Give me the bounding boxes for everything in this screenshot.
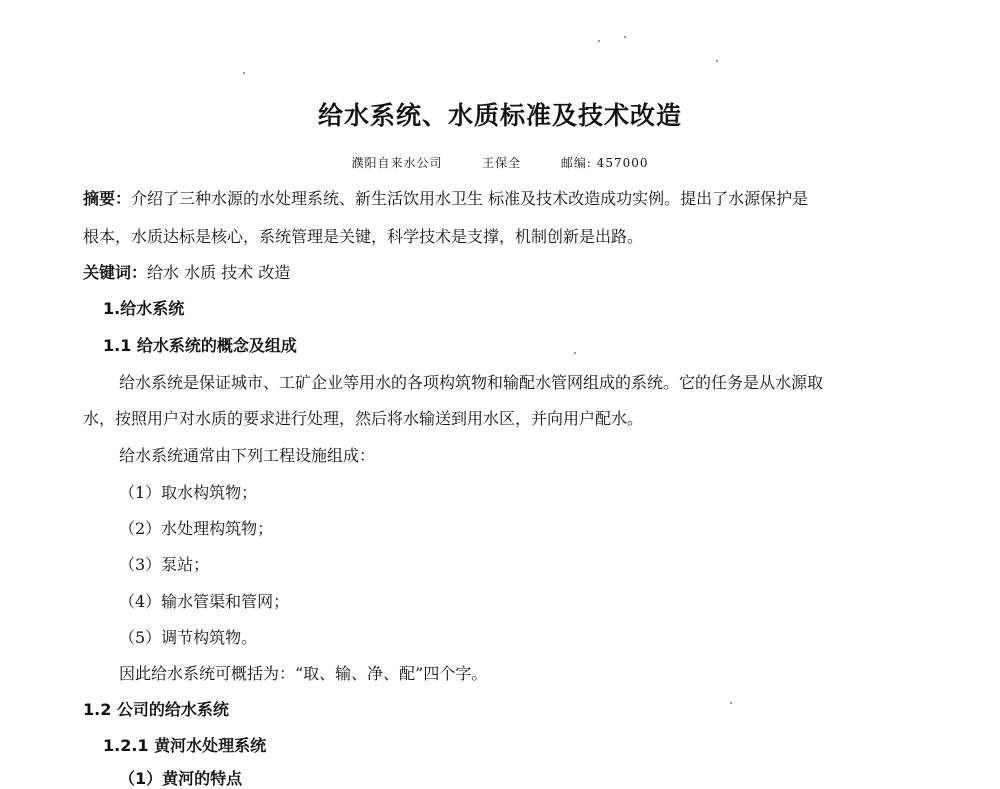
paragraph-line-1: 给水系统是保证城市、工矿企业等用水的各项构筑物和输配水管网组成的系统。它的任务是从水源取 <box>119 373 824 392</box>
keywords-text: 给水 水质 技术 改造 <box>147 263 291 282</box>
list-item: （2）水处理构筑物； <box>119 519 274 538</box>
document-title: 给水系统、水质标准及技术改造 <box>317 101 682 130</box>
keywords-line <box>83 260 290 283</box>
subsection-heading: 1.2 公司的给水系统 <box>83 700 229 719</box>
scan-speck <box>598 40 600 42</box>
sub-subsection-heading: 1.2.1 黄河水处理系统 <box>103 736 267 755</box>
list-item: （5）调节构筑物。 <box>119 628 258 647</box>
abstract-text-1: 介绍了三种水源的水处理系统、新生活饮用水卫生 标准及技术改造成功实例。提出了水源保护是 <box>131 189 809 208</box>
abstract-line-1 <box>83 186 808 209</box>
paragraph-line-2: 水，按照用户对水质的要求进行处理，然后将水输送到用水区，并向用户配水。 <box>83 409 644 428</box>
scan-speck <box>574 352 576 354</box>
summary-line: 因此给水系统可概括为：“取、输、净、配”四个字。 <box>119 664 488 683</box>
company-name: 濮阳自来水公司 <box>351 156 443 170</box>
abstract-line-2: 根本，水质达标是核心，系统管理是关键，科学技术是支撑，机制创新是出路。 <box>83 227 644 246</box>
section-heading: 1.给水系统 <box>103 299 185 318</box>
keywords-label: 关键词： <box>83 263 148 282</box>
scan-speck <box>730 702 732 704</box>
postcode: 邮编: 457000 <box>560 156 649 170</box>
abstract-label: 摘要： <box>83 189 132 208</box>
list-item: （1）取水构筑物； <box>119 483 258 502</box>
subsection-heading: 1.1 给水系统的概念及组成 <box>103 336 297 355</box>
list-item: （4）输水管渠和管网； <box>119 592 290 611</box>
byline <box>0 154 1000 171</box>
cut-off-line: （1）黄河的特点 <box>119 769 243 788</box>
author-name: 王保全 <box>482 156 522 170</box>
scan-speck <box>243 72 245 74</box>
components-intro: 给水系统通常由下列工程设施组成： <box>119 446 376 465</box>
scan-speck <box>624 36 626 38</box>
scan-speck <box>716 60 718 62</box>
list-item: （3）泵站； <box>119 555 210 574</box>
